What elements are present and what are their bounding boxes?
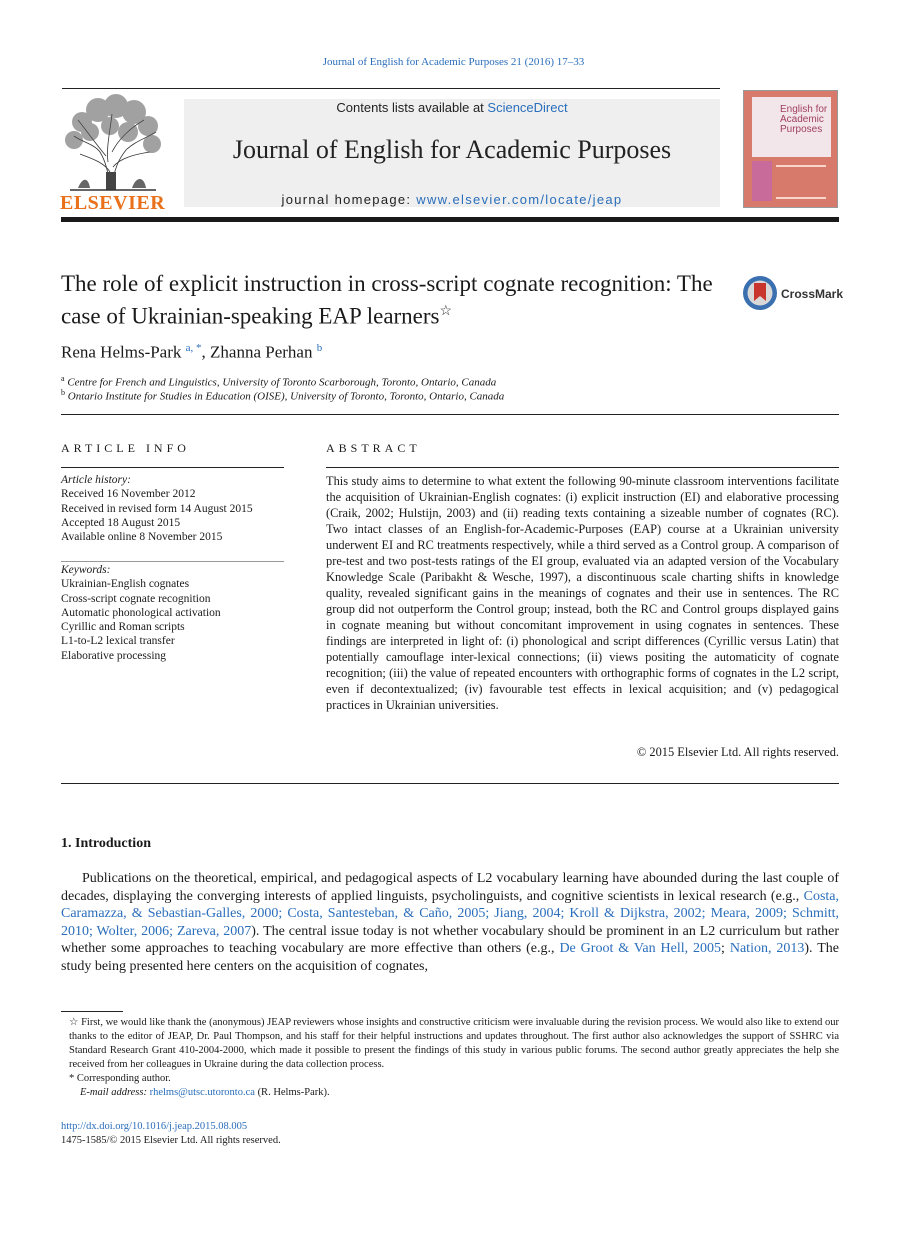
homepage-link[interactable]: www.elsevier.com/locate/jeap xyxy=(416,192,623,207)
issn-copyright: 1475-1585/© 2015 Elsevier Ltd. All rights reserved. xyxy=(61,1135,281,1146)
history-item: Received 16 November 2012 xyxy=(61,488,196,501)
keyword: Elaborative processing xyxy=(61,649,167,662)
author-name[interactable]: Zhanna Perhan xyxy=(210,342,313,362)
contents-prefix: Contents lists available at xyxy=(336,100,488,115)
keyword-list xyxy=(61,563,221,663)
affiliation xyxy=(61,388,504,403)
history-label: Article history: xyxy=(61,474,131,486)
paragraph-text: ). The study being presented here centers on the acquisition of cognates, xyxy=(61,941,839,974)
contents-line xyxy=(184,100,720,115)
history-item: Received in revised form 14 August 2015 xyxy=(61,502,253,515)
affiliation-mark: b xyxy=(61,388,65,397)
email-label: E-mail address: xyxy=(80,1087,150,1098)
author-list xyxy=(61,342,322,363)
keyword: Ukrainian-English cognates xyxy=(61,578,190,591)
footnote-mark: * xyxy=(69,1073,75,1084)
email-footnote xyxy=(61,1086,839,1100)
article-title xyxy=(61,270,721,331)
abstract-text: This study aims to determine to what extent the following 90-minute classroom interventions facilitate the acquisition of Ukrainian-English cognates: (i) explicit instruction (EI) and elaborative processing (Craik, 2002; Hulstijn, 2003) and (ii) reading texts containing a sizeable number of cognates (RC). Two intact classes of an English-for-Academic-Purposes (EAP) course at a Ukrainian university underwent EI and RC treatments respectively, while a third served as a Control group. A comparison of pre-test and two post-tests ratings of the EI group, evaluated via an adapted version of the Vocabulary Knowledge Scale (Paribakht & Wesche, 1997), a discontinuous scale charting shifts in knowledge quality, revealed significant gains in the meanings of cognates and their use in sentences. The RC group did not outperform the Control group; instead, both the RC and Control groups displayed gains in cognate meaning but without concomitant improvement in using cognates in sentences. These findings are interpreted in light of: (i) phonological and script differences (Cyrillic versus Latin) that potentially camouflage inter-lexical connections; (ii) views positing the automaticity of cognate recognition; (iii) the value of repeated encounters with orthographic forms of cognates in the L2 script, even if decontextualized; (iv) favourable test effects in lexical acquisition; and (v) pedagogical practices in Ukrainian universities. xyxy=(326,474,839,712)
divider xyxy=(61,561,284,562)
introduction-paragraph xyxy=(61,870,839,976)
header-rule-thick xyxy=(61,217,839,222)
acknowledgement-footnote xyxy=(61,1016,839,1072)
citation-link[interactable]: Nation, 2013 xyxy=(729,941,805,957)
homepage-prefix: journal homepage: xyxy=(281,192,417,207)
header-rule xyxy=(62,88,720,89)
journal-cover-thumbnail[interactable] xyxy=(743,90,838,208)
journal-citation[interactable]: Journal of English for Academic Purposes 21 (2016) 17–33 xyxy=(322,56,585,68)
title-footnote-mark[interactable]: ☆ xyxy=(439,304,453,319)
author-affil-mark[interactable]: a, * xyxy=(185,342,202,354)
footnote-text: First, we would like thank the (anonymous) JEAP reviewers whose insights and constructive criticism were invaluable during the revision process. We would also like to extend our thanks to the editor of JEAP, Dr. Paul Thompson, and his staff for their helpful instructions and updates throughout. The first author also acknowledges the support of SSHRC via Standard Research Grant 410-2004-2000, which made it possible to present the findings of this study in various public forums. The second author greatly appreciates the help she received from her colleagues in Ukraine during the data collection process. xyxy=(69,1017,840,1070)
publisher-wordmark: ELSEVIER xyxy=(60,192,166,214)
divider xyxy=(61,467,284,468)
footnote-mark: ☆ xyxy=(69,1017,79,1028)
citation-link[interactable]: De Groot & Van Hell, 2005 xyxy=(559,941,722,957)
affiliation-mark: a xyxy=(61,374,65,383)
footnote-text: Corresponding author. xyxy=(76,1073,171,1084)
history-item: Accepted 18 August 2015 xyxy=(61,516,181,529)
author-affil-mark[interactable]: b xyxy=(316,342,323,354)
email-suffix: (R. Helms-Park). xyxy=(254,1087,330,1098)
paragraph-text: ; xyxy=(721,941,730,957)
history-item: Available online 8 November 2015 xyxy=(61,531,223,544)
cover-strip xyxy=(752,161,772,201)
footnotes xyxy=(61,1016,839,1100)
paragraph-text: Publications on the theoretical, empirical, and pedagogical aspects of L2 vocabulary learning have abounded during the last couple of decades, displaying the converging interests of applied linguists, psycholinguists, and cognitive scientists in lexical research (e.g., xyxy=(61,871,839,904)
author-separator: , xyxy=(201,342,211,362)
article-info-heading: ARTICLE INFO xyxy=(61,441,190,455)
article-history xyxy=(61,473,253,544)
affiliation xyxy=(61,374,496,389)
affiliation-text: Centre for French and Linguistics, University of Toronto Scarborough, Toronto, Ontario, Canada xyxy=(67,376,497,389)
divider xyxy=(61,414,839,415)
keyword: L1-to-L2 lexical transfer xyxy=(61,635,175,648)
keyword: Cyrillic and Roman scripts xyxy=(61,621,185,634)
divider xyxy=(61,783,839,784)
corresponding-author-footnote xyxy=(61,1072,839,1086)
footnote-rule xyxy=(61,1011,123,1012)
homepage-line xyxy=(184,192,720,207)
citation-link[interactable]: Costa, Caramazza, & Sebastian-Galles, 2000; Costa, Santesteban, & Caño, 2005; Jiang, 2004; Kroll & Dijkstra, 2002; Meara, 2009; Schmitt, 2010; Wolter, 2006; Zareva, 2007 xyxy=(61,888,839,939)
keyword: Cross-script cognate recognition xyxy=(61,592,211,605)
abstract-heading: ABSTRACT xyxy=(326,441,421,455)
abstract-copyright: © 2015 Elsevier Ltd. All rights reserved. xyxy=(636,745,839,759)
keyword: Automatic phonological activation xyxy=(61,606,221,619)
keywords-label: Keywords: xyxy=(61,564,111,576)
email-link[interactable]: rhelms@utsc.utoronto.ca xyxy=(149,1087,255,1098)
cover-lines xyxy=(776,165,826,199)
doi-link[interactable]: http://dx.doi.org/10.1016/j.jeap.2015.08.005 xyxy=(61,1121,248,1132)
author-name[interactable]: Rena Helms-Park xyxy=(61,342,182,362)
divider xyxy=(326,467,839,468)
crossmark-label[interactable]: CrossMark xyxy=(781,287,844,301)
cover-title: English for Academic Purposes xyxy=(780,104,828,135)
article-title-text: The role of explicit instruction in cross-script cognate recognition: The case of Ukrainian-speaking EAP learners xyxy=(61,271,713,329)
journal-name: Journal of English for Academic Purposes xyxy=(232,135,672,164)
section-heading-introduction: 1. Introduction xyxy=(61,836,151,851)
paragraph-text: ). The central issue today is not whether vocabulary should be prominent in an L2 curriculum but rather whether some approaches to teaching vocabulary are more effective than others (e.g., xyxy=(61,923,840,957)
sciencedirect-link[interactable]: ScienceDirect xyxy=(487,100,568,115)
affiliation-text: Ontario Institute for Studies in Education (OISE), University of Toronto, Toronto, Ontario, Canada xyxy=(67,390,505,403)
